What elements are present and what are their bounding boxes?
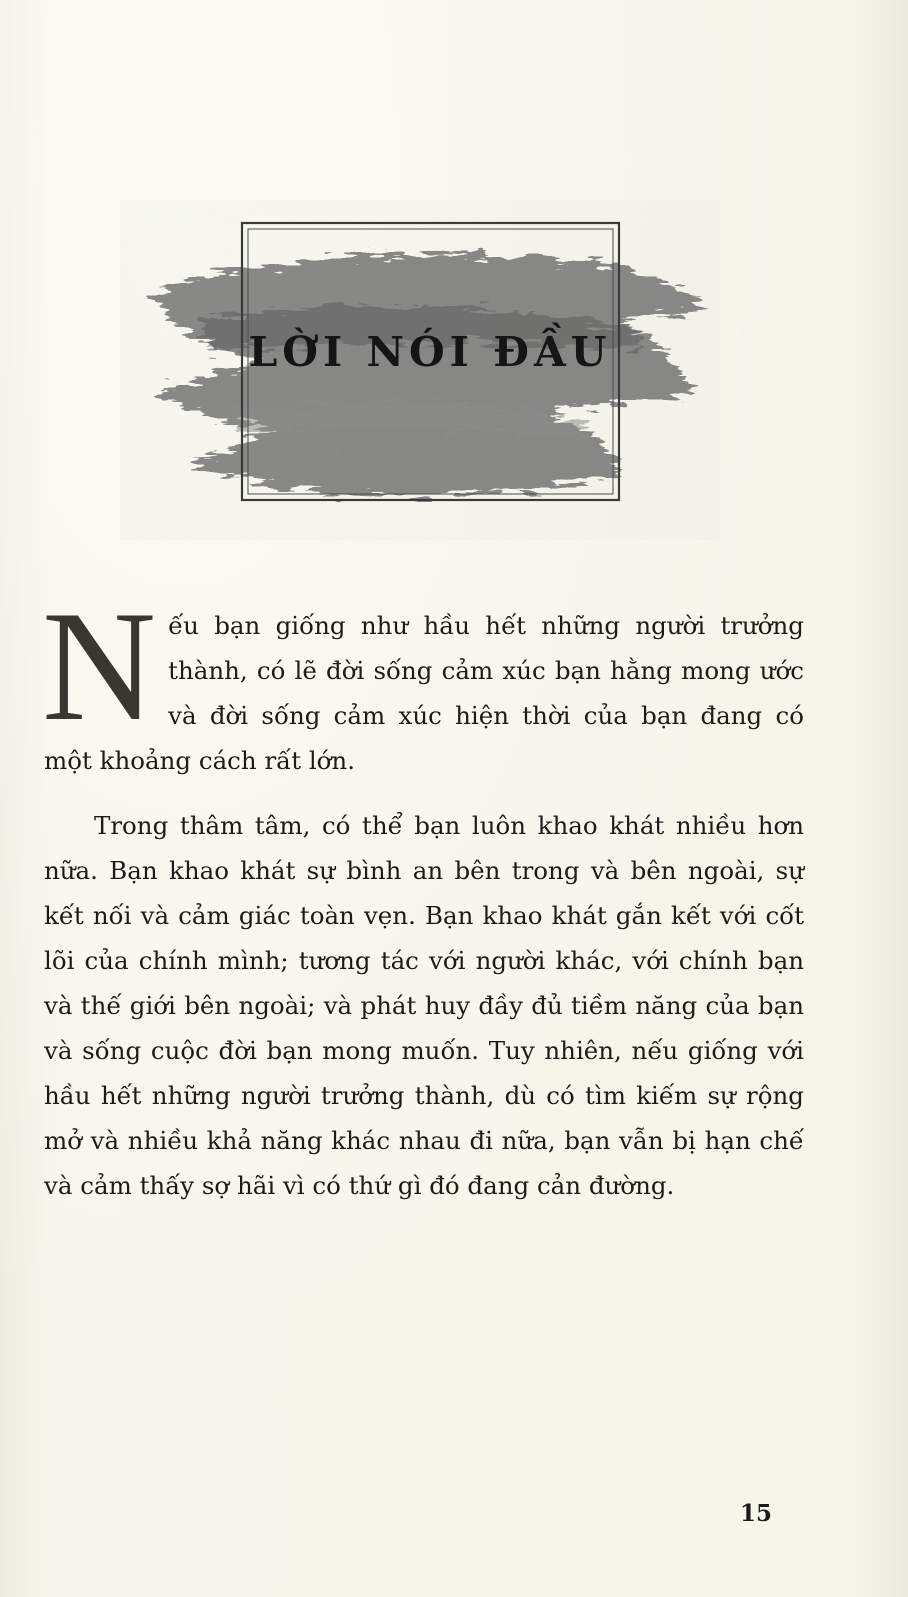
- paragraph-1-text: ếu bạn giống như hầu hết những người trưởng thành, có lẽ đời sống cảm xúc bạn hằng mong ước và đời sống cảm xúc hiện thời của bạn đang có một khoảng cách rất lớn.: [44, 611, 804, 775]
- paragraph-2: Trong thâm tâm, có thể bạn luôn khao khát nhiều hơn nữa. Bạn khao khát sự bình an bên trong và bên ngoài, sự kết nối và cảm giác toàn vẹn. Bạn khao khát gắn kết với cốt lõi của chính mình; tương tác với người khác, với chính bạn và thế giới bên ngoài; và phát huy đầy đủ tiềm năng của bạn và sống cuộc đời bạn mong muốn. Tuy nhiên, nếu giống với hầu hết những người trưởng thành, dù có tìm kiếm sự rộng mở và nhiều khả năng khác nhau đi nữa, bạn vẫn bị hạn chế và cảm thấy sợ hãi vì có thứ gì đó đang cản đường.: [44, 811, 804, 1200]
- page-number: 15: [739, 1500, 772, 1527]
- page-title: LỜI NÓI ĐẦU: [248, 328, 612, 376]
- title-block: [120, 200, 720, 540]
- paragraph-1: [42, 579, 804, 783]
- body-text: [42, 579, 804, 1208]
- dropcap-letter: N: [42, 579, 157, 754]
